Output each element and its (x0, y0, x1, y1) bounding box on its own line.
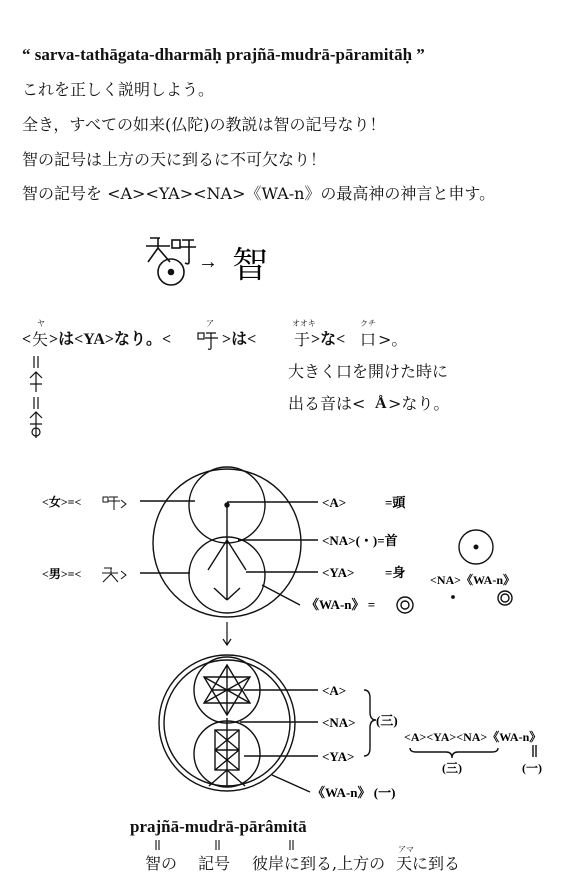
result-char: 智 (232, 245, 269, 285)
text-line-3: 智の記号は上方の天に到るに不可欠なり！ (22, 150, 327, 169)
na-label: <NA>(・)=首 (322, 533, 398, 548)
atama-label: =頭 (385, 495, 406, 510)
ya-char: 矢 (32, 330, 49, 349)
footer-ruby-ama: アマ (398, 845, 414, 854)
explain-mid: >は< (222, 331, 257, 348)
ruby-oki: オオキ (292, 319, 316, 328)
footer-g1: 智の (145, 854, 178, 873)
text-line-4: 智の記号を <A><YA><NA>《WA-n》の最高神の神言と申す。 (22, 184, 496, 203)
footer-g3: 彼岸に到る,上方の (252, 854, 386, 873)
glyph-arrow: → (198, 251, 218, 273)
a2-label: <A> (322, 683, 347, 698)
sentence-2-a: Å (375, 395, 387, 412)
footer-g5: に到る (412, 854, 461, 873)
footer-term: prajñā-mudrā-pārâmitā (130, 817, 307, 836)
san-label: (三) (376, 713, 398, 728)
sentence-2-post: >なり。 (388, 394, 450, 413)
ruby-a: ア (206, 319, 214, 328)
sentence-2-pre: 出る音は< (288, 394, 366, 413)
mantra-line: “ sarva-tathāgata-dharmāḥ prajñā-mudrā-pāramitāḥ ” (22, 45, 425, 64)
ruby-ya: ヤ (37, 319, 45, 328)
otoko-label: <男>=< (42, 567, 82, 581)
na2-label: <NA> (322, 715, 356, 730)
footer-g2: 記号 (198, 854, 231, 873)
combo-label: <A><YA><NA>《WA-n》 (404, 730, 542, 744)
u-char: 于 (294, 330, 311, 349)
wan2-label: 《WA-n》 (一) (312, 785, 396, 800)
explain-ya-text: >は<YA>なり。< (49, 331, 172, 348)
explain-open: < (22, 331, 32, 348)
text-line-2: 全き，すべての如来(仏陀)の教説は智の記号なり！ (22, 115, 386, 134)
ruby-kuchi: クチ (360, 319, 376, 328)
explain-na: >な< (311, 331, 346, 348)
sentence-1: 大きく口を開けた時に (288, 362, 449, 381)
right-na-wan-label: <NA>《WA-n》 (430, 573, 516, 587)
wan-label: 《WA-n》 = (306, 597, 376, 612)
a-label: <A> (322, 495, 347, 510)
mi-label: =身 (385, 565, 406, 580)
kuchi-char: 口 (360, 330, 377, 349)
explain-end: >。 (378, 330, 408, 349)
ichi-label: (一) (522, 761, 542, 775)
ya-label: <YA> (322, 565, 355, 580)
san2-label: (三) (442, 761, 462, 775)
text-line-1: これを正しく説明しよう。 (22, 80, 215, 99)
onna-label: <女>=< (42, 495, 82, 509)
footer-g4: 天 (396, 854, 413, 873)
ya2-label: <YA> (322, 749, 355, 764)
